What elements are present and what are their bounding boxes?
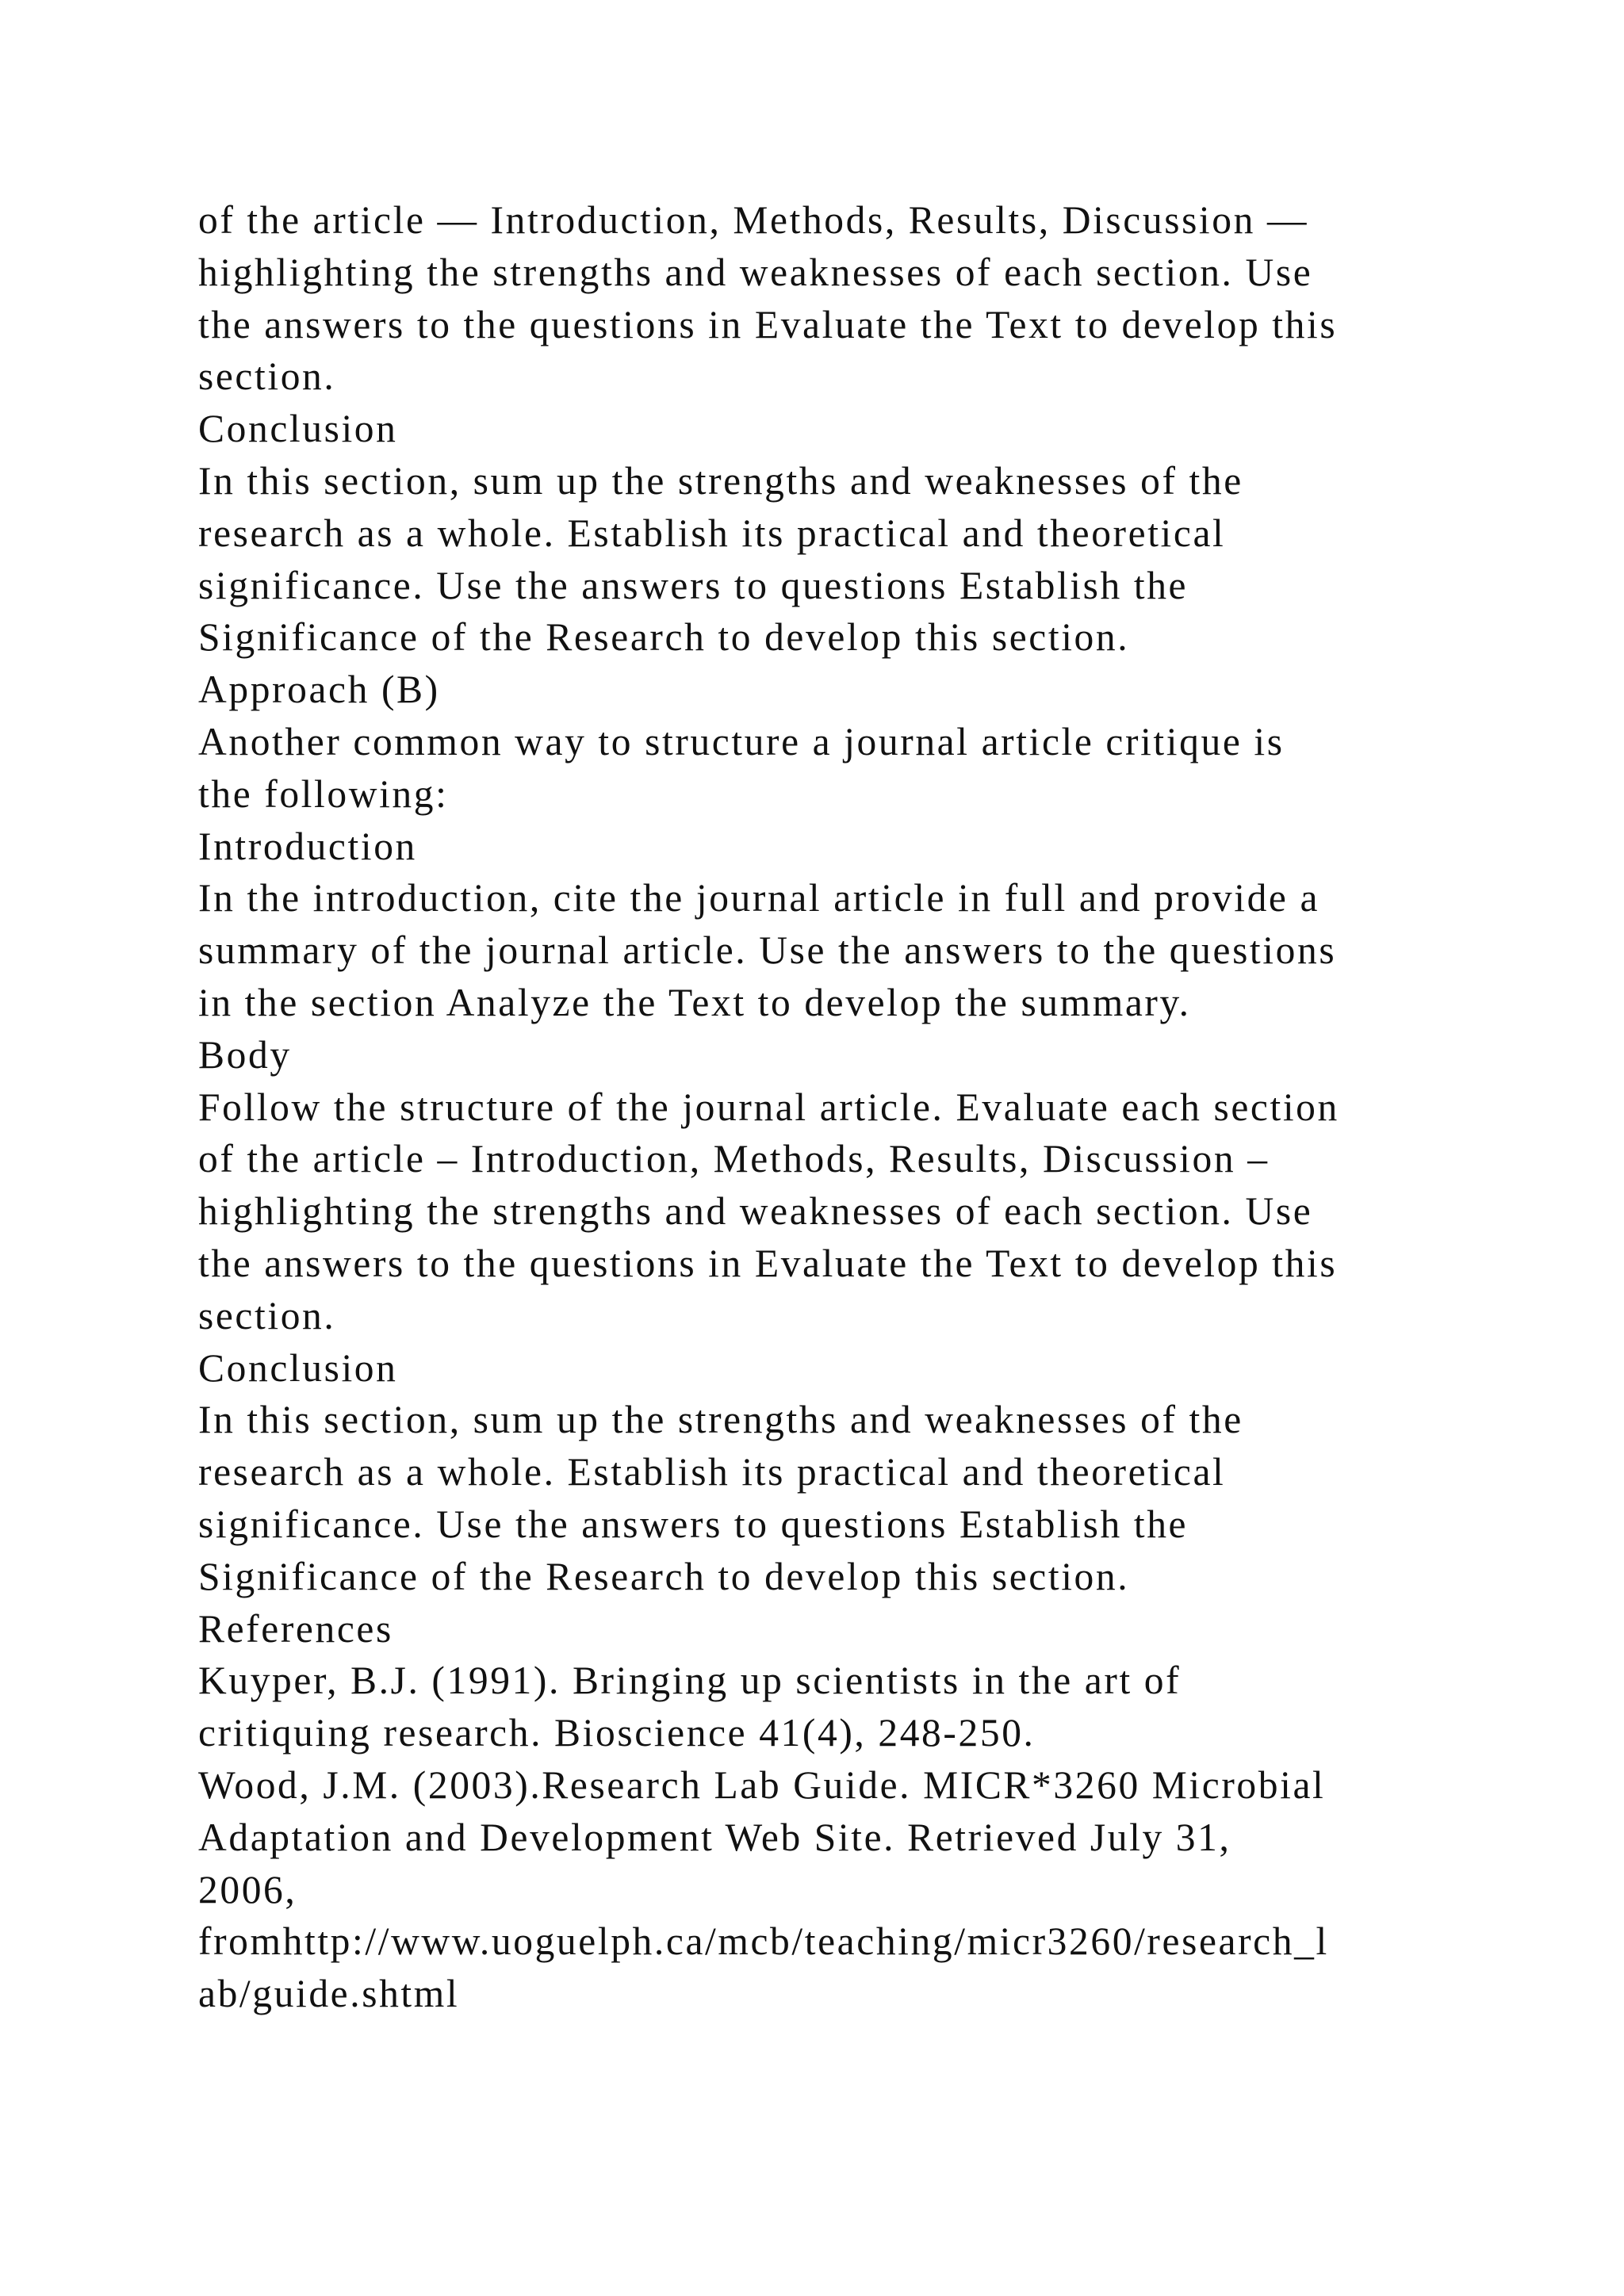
text-line: research as a whole. Establish its practical and theoretical: [198, 1450, 1226, 1494]
text-line: of the article — Introduction, Methods, Results, Discussion —: [198, 198, 1309, 242]
text-line: research as a whole. Establish its practical and theoretical: [198, 511, 1226, 555]
reference-line: Wood, J.M. (2003).Research Lab Guide. MICR*3260 Microbial: [198, 1762, 1326, 1807]
text-line: the answers to the questions in Evaluate the Text to develop this: [198, 1241, 1338, 1285]
text-line: In the introduction, cite the journal article in full and provide a: [198, 876, 1320, 920]
text-line: highlighting the strengths and weaknesses of each section. Use: [198, 1189, 1313, 1234]
reference-line: ab/guide.shtml: [198, 1972, 460, 2016]
text-line: In this section, sum up the strengths and weaknesses of the: [198, 458, 1243, 503]
reference-line: critiquing research. Bioscience 41(4), 248-250.: [198, 1711, 1036, 1755]
text-line: significance. Use the answers to questions Establish the: [198, 1502, 1189, 1546]
text-line: In this section, sum up the strengths and weaknesses of the: [198, 1398, 1243, 1442]
text-line: section.: [198, 1293, 336, 1337]
text-line: the answers to the questions in Evaluate the Text to develop this: [198, 302, 1338, 346]
text-line: significance. Use the answers to questions Establish the: [198, 563, 1189, 607]
text-line: the following:: [198, 771, 449, 816]
text-line: Significance of the Research to develop this section.: [198, 1554, 1130, 1598]
reference-line: 2006,: [198, 1867, 297, 1911]
reference-line: Kuyper, B.J. (1991). Bringing up scientists in the art of: [198, 1659, 1182, 1703]
document-text: [198, 194, 1515, 2020]
text-line: of the article – Introduction, Methods, Results, Discussion –: [198, 1137, 1270, 1181]
text-line: highlighting the strengths and weaknesses of each section. Use: [198, 250, 1313, 294]
section-heading: Approach (B): [198, 668, 440, 712]
section-heading: Conclusion: [198, 1345, 398, 1390]
text-line: section.: [198, 354, 336, 399]
text-line: Another common way to structure a journal article critique is: [198, 719, 1285, 763]
reference-line: Adaptation and Development Web Site. Retrieved July 31,: [198, 1815, 1231, 1859]
section-heading: Introduction: [198, 824, 417, 868]
section-heading: Body: [198, 1032, 292, 1077]
text-line: summary of the journal article. Use the answers to the questions: [198, 928, 1337, 973]
reference-line: fromhttp://www.uoguelph.ca/mcb/teaching/micr3260/research_l: [198, 1919, 1329, 1964]
section-heading: References: [198, 1606, 393, 1651]
section-heading: Conclusion: [198, 407, 398, 451]
text-line: Significance of the Research to develop this section.: [198, 615, 1130, 660]
text-line: in the section Analyze the Text to develop the summary.: [198, 980, 1191, 1024]
text-line: Follow the structure of the journal article. Evaluate each section: [198, 1085, 1339, 1129]
